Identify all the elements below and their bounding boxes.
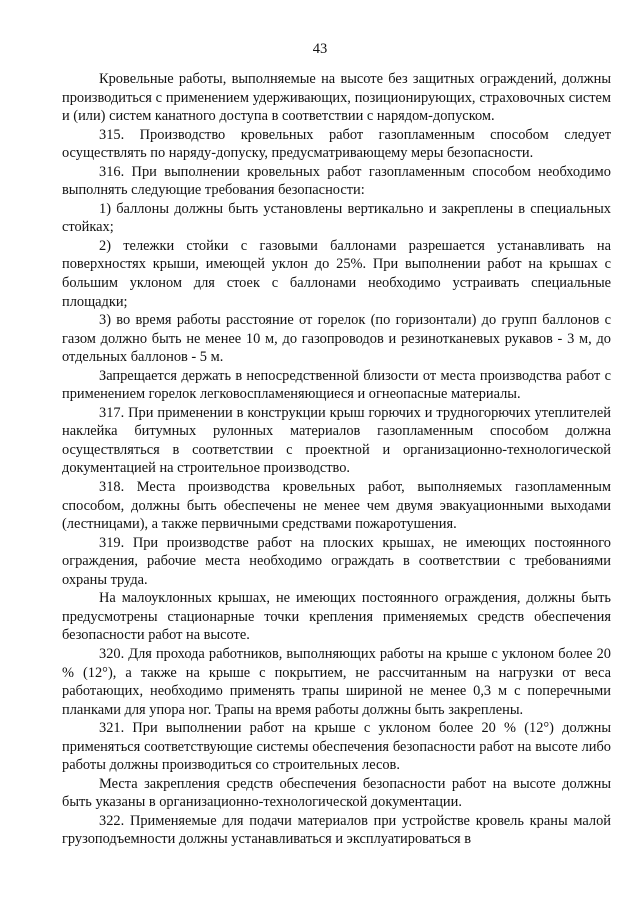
paragraph-322: 322. Применяемые для подачи материалов при устройстве кровель краны малой грузоподъемности должны устанавливаться и эксплуатироваться в bbox=[62, 812, 611, 848]
paragraph-prohibition: Запрещается держать в непосредственной близости от места производства работ с применением горелок легковоспламеняющиеся и огнеопасные материалы. bbox=[62, 367, 611, 403]
list-item-3: 3) во время работы расстояние от горелок (по горизонтали) до групп баллонов с газом должно быть не менее 10 м, до газопроводов и резинотканевых рукавов - 3 м, до отдельных баллонов - 5 м. bbox=[62, 312, 611, 366]
paragraph-316: 316. При выполнении кровельных работ газопламенным способом необходимо выполнять следующие требования безопасности: bbox=[62, 163, 611, 199]
paragraph-320: 320. Для прохода работников, выполняющих работы на крыше с уклоном более 20 % (12°), а также на крыше с покрытием, не рассчитанным на нагрузки от веса работающих, необходимо применять трапы шириной не менее 0,3 м с поперечными планками для упора ног. Трапы на время работы должны быть закреплены. bbox=[62, 645, 611, 718]
page-number: 43 bbox=[312, 41, 328, 57]
paragraph-315: 315. Производство кровельных работ газопламенным способом следует осуществлять по наряду-допуску, предусматривающему меры безопасности. bbox=[62, 126, 611, 162]
paragraph-321: 321. При выполнении работ на крыше с уклоном более 20 % (12°) должны применяться соответствующие системы обеспечения безопасности работ на высоте либо работы должны производиться со строительных лесов. bbox=[62, 720, 611, 774]
paragraph-anchorage-points: Места закрепления средств обеспечения безопасности работ на высоте должны быть указаны в организационно-технологической документации. bbox=[62, 775, 611, 811]
paragraph-continuation: Кровельные работы, выполняемые на высоте без защитных ограждений, должны производиться с применением удерживающих, позиционирующих, страховочных систем и (или) систем канатного доступа в соответствии с нарядом-допуском. bbox=[62, 71, 611, 125]
list-item-1: 1) баллоны должны быть установлены вертикально и закреплены в специальных стойках; bbox=[62, 200, 611, 236]
document-body bbox=[62, 70, 611, 849]
paragraph-317: 317. При применении в конструкции крыш горючих и трудногорючих утеплителей наклейка битумных рулонных материалов газопламенным способом должна осуществляться в соответствии с проектной и организационно-технологической документацией на строительное производство. bbox=[62, 404, 611, 477]
paragraph-low-slope-roofs: На малоуклонных крышах, не имеющих постоянного ограждения, должны быть предусмотрены стационарные точки крепления применяемых средств обеспечения безопасности работ на высоте. bbox=[62, 590, 611, 644]
paragraph-318: 318. Места производства кровельных работ, выполняемых газопламенным способом, должны быть обеспечены не менее чем двумя эвакуационными выходами (лестницами), а также первичными средствами пожаротушения. bbox=[62, 479, 611, 533]
list-item-2: 2) тележки стойки с газовыми баллонами разрешается устанавливать на поверхностях крыши, имеющей уклон до 25%. При выполнении работ на крышах с большим уклоном для стоек с баллонами необходимо устраивать специальные площадки; bbox=[62, 237, 611, 310]
paragraph-319: 319. При производстве работ на плоских крышах, не имеющих постоянного ограждения, рабочие места необходимо ограждать в соответствии с требованиями охраны труда. bbox=[62, 534, 611, 588]
